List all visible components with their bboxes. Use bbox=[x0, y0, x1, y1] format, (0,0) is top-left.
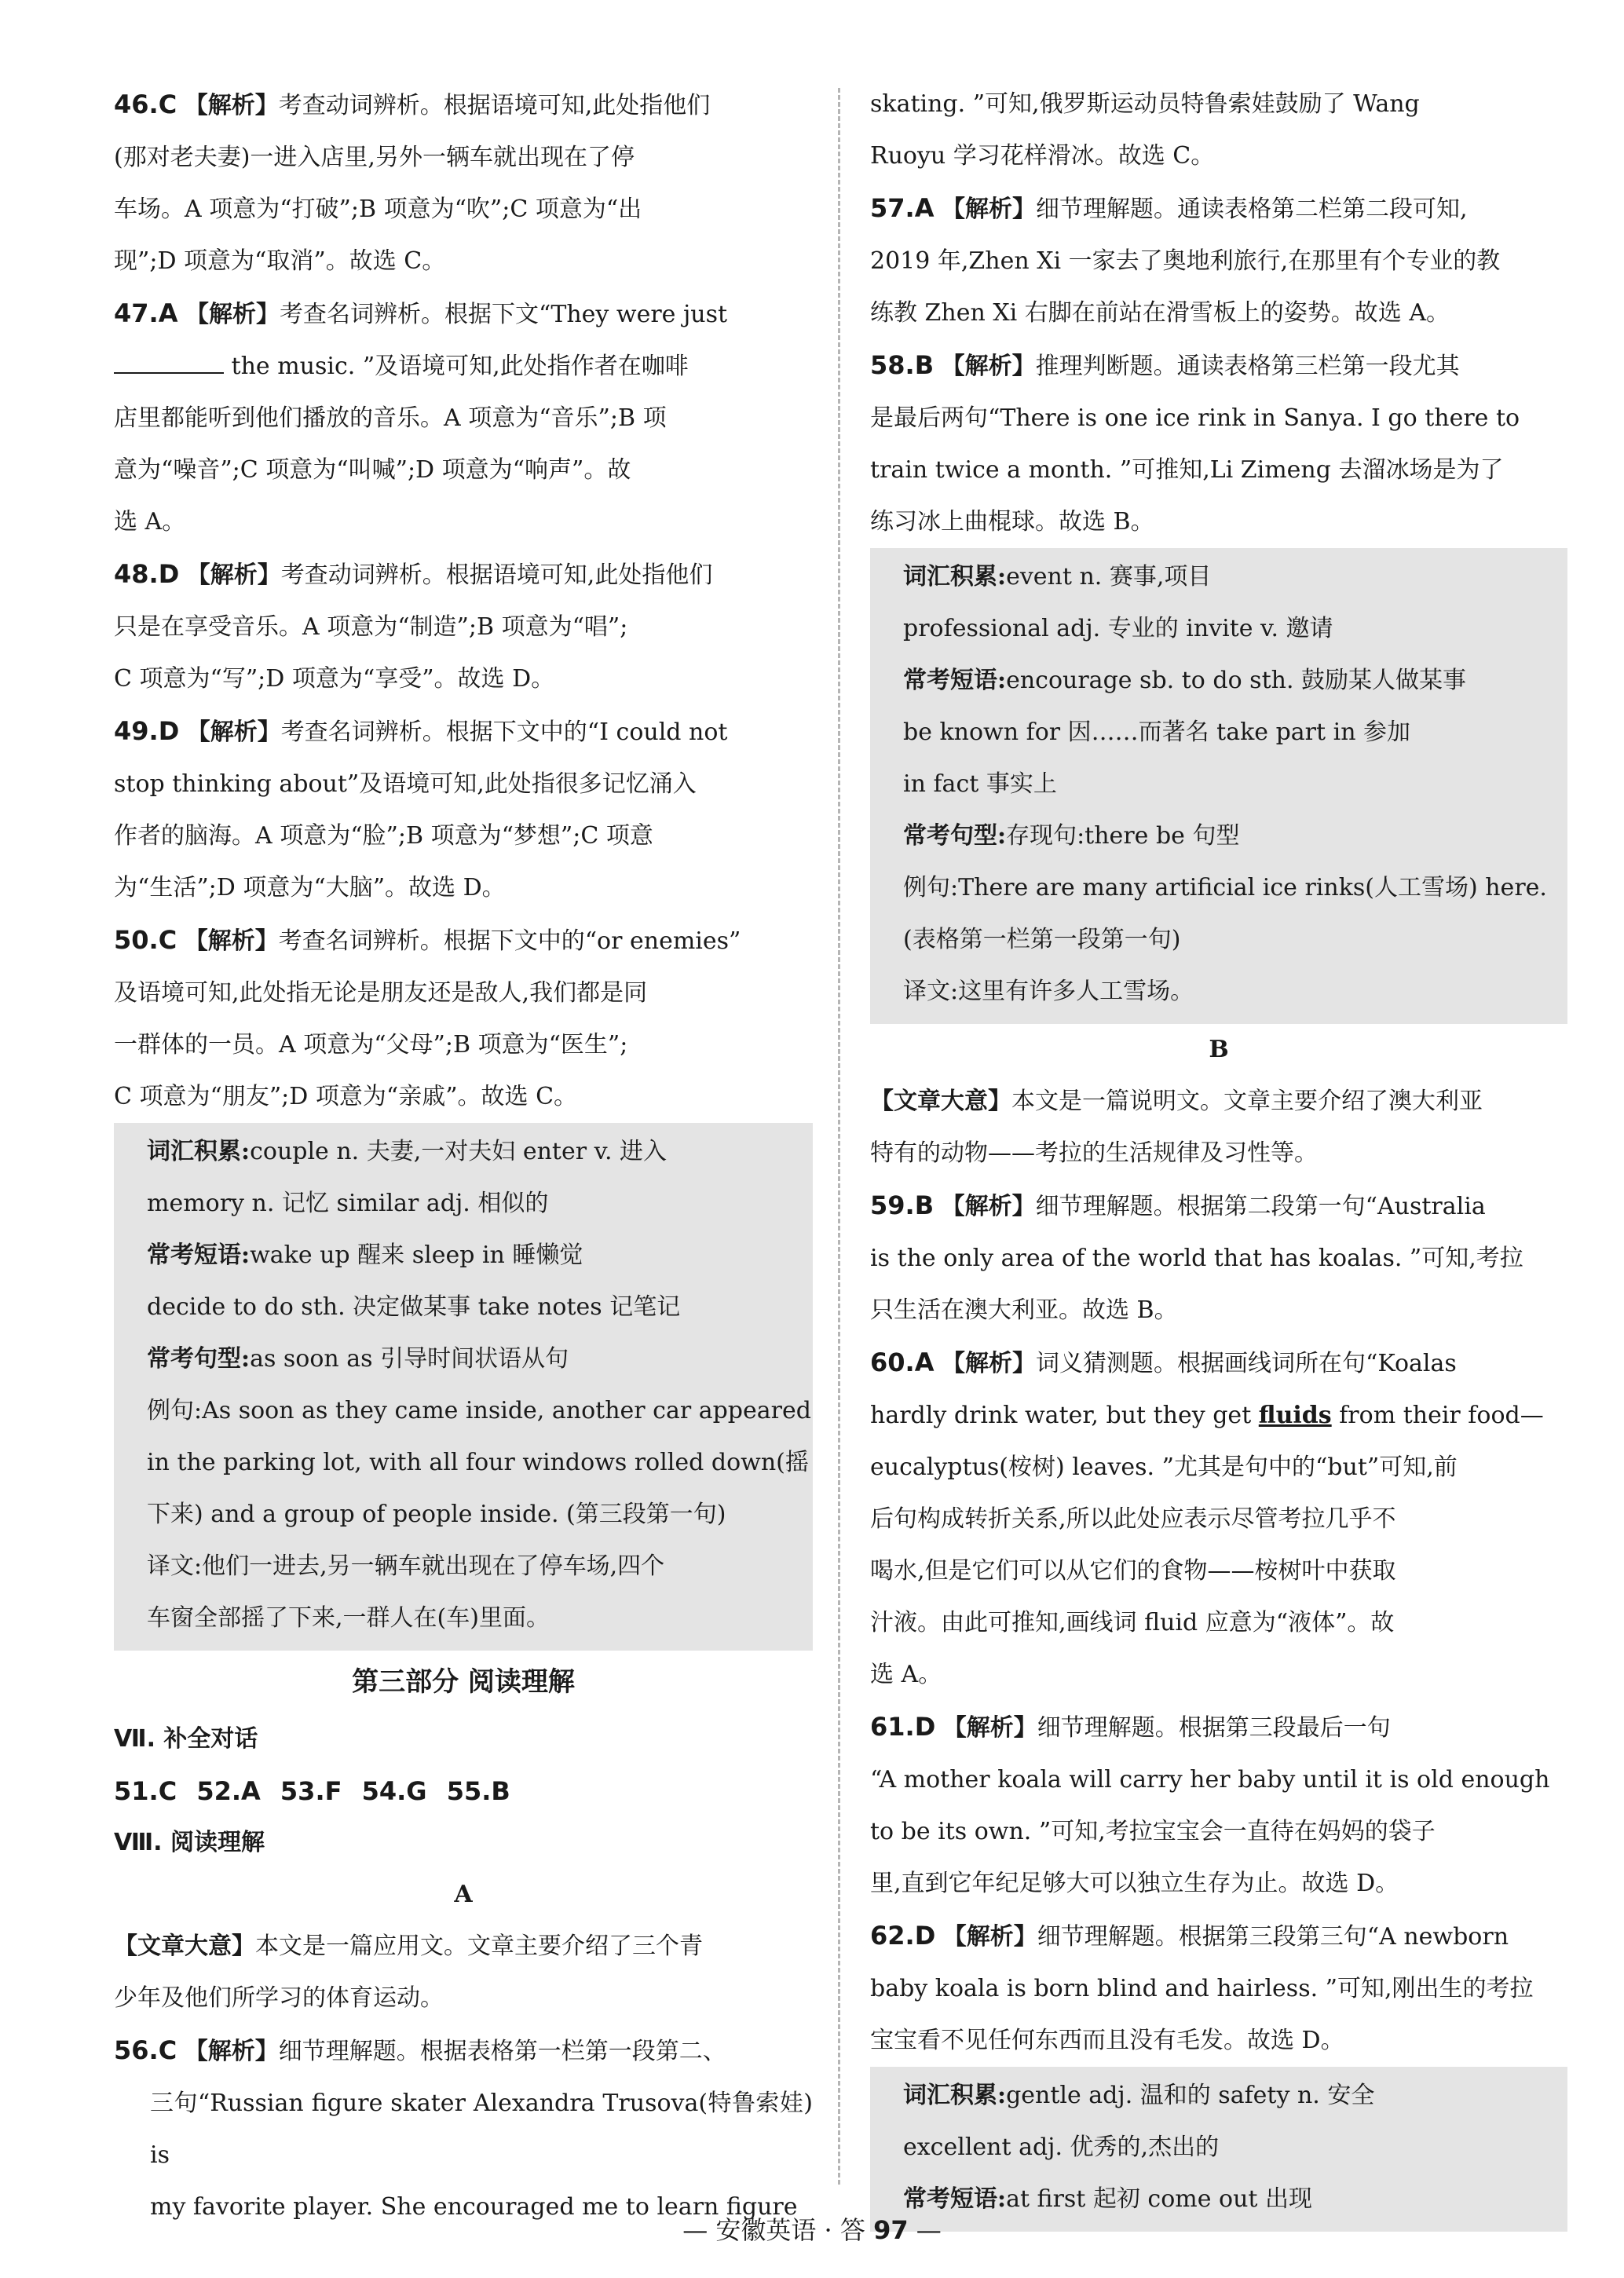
part3-title: 第三部分 阅读理解 bbox=[352, 1666, 575, 1698]
page-footer: — 安徽英语 · 答 97 — bbox=[682, 2215, 942, 2245]
q56-block: 56.C 【解析】细节理解题。根据表格第一栏第一段第二、 三句“Russian figure skater Alexandra Trusova(特鲁索娃) is my favorite player. She encouraged me to learn figure bbox=[114, 2035, 813, 2221]
analysis-tag: 【解析】 bbox=[184, 92, 279, 119]
summary-b: 【文章大意】本文是一篇说明文。文章主要介绍了澳大利亚 特有的动物——考拉的生活规律及习性等。 bbox=[870, 1088, 1483, 1167]
q59-block: 59.B 【解析】细节理解题。根据第二段第一句“Australia is the only area of the world that has koalas. ”可知,考拉 只生活在澳大利亚。故选 B。 bbox=[870, 1190, 1523, 1324]
vocab-box-1: 词汇积累:couple n. 夫妻,一对夫妇 enter v. 进入 memory n. 记忆 similar adj. 相似的 常考短语:wake up 醒来 sleep in 睡懒觉 decide to do sth. 决定做某事 take notes 记笔记 常考句型:as soon as 引导时间状语从句 例句:As soon as they came inside, another car appeared in the parking lot, with all four windows rolled down(摇 下来) and a group of people inside. (第三段第一句) 译文:他们一进去,另一辆车就出现在了停车场,四个 车窗全部摇了下来,一群人在(车)里面。 bbox=[114, 1123, 813, 1651]
section-7-heading: Ⅶ. 补全对话 bbox=[114, 1725, 258, 1753]
summary-a: 【文章大意】本文是一篇应用文。文章主要介绍了三个青 少年及他们所学习的体育运动。 bbox=[114, 1932, 703, 2012]
q61-block: 61.D 【解析】细节理解题。根据第三段最后一句 “A mother koala will carry her baby until it is old enough to be its own. ”可知,考拉宝宝会一直待在妈妈的袋子 里,直到它年纪足够大可以独立生存为止。故选 D。 bbox=[870, 1712, 1550, 1897]
q58-block: 58.B 【解析】推理判断题。通读表格第三栏第一段尤其 是最后两句“There is one ice rink in Sanya. I go there to train twice a month. ”可推知,Li Zimeng 去溜冰场是为了 练习冰上曲棍球。故选 B。 bbox=[870, 350, 1520, 536]
right-column bbox=[870, 79, 1567, 2232]
vocab-box-2: 词汇积累:event n. 赛事,项目 professional adj. 专业的 invite v. 邀请 常考短语:encourage sb. to do sth. 鼓励某人做某事 be known for 因……而著名 take part in 参加 in fact 事实上 常考句型:存现句:there be 句型 例句:There are many artificial ice rinks(人工雪场) here. (表格第一栏第一段第一句) 译文:这里有许多人工雪场。 bbox=[870, 548, 1567, 1024]
q49-block: 49.D 【解析】考查名词辨析。根据下文中的“I could not stop thinking about”及语境可知,此处指很多记忆涌入 作者的脑海。A 项意为“脸”;B 项意为“梦想”;C 项意 为“生活”;D 项意为“大脑”。故选 D。 bbox=[114, 716, 728, 901]
underlined-word: fluids bbox=[1258, 1402, 1332, 1429]
q46-block: 46.C 【解析】考查动词辨析。根据语境可知,此处指他们 (那对老夫妻)一进入店里,另外一辆车就出现在了停 车场。A 项意为“打破”;B 项意为“吹”;C 项意为“出 现”;D 项意为“取消”。故选 C。 bbox=[114, 90, 711, 275]
question-number: 47.A bbox=[114, 298, 178, 328]
section-8-heading: Ⅷ. 阅读理解 bbox=[114, 1829, 265, 1856]
q48-block: 48.D 【解析】考查动词辨析。根据语境可知,此处指他们 只是在享受音乐。A 项意为“制造”;B 项意为“唱”; C 项意为“写”;D 项意为“享受”。故选 D。 bbox=[114, 559, 713, 693]
q50-block: 50.C 【解析】考查名词辨析。根据下文中的“or enemies” 及语境可知,此处指无论是朋友还是敌人,我们都是同 一群体的一员。A 项意为“父母”;B 项意为“医生”; C 项意为“朋友”;D 项意为“亲戚”。故选 C。 bbox=[114, 925, 741, 1110]
column-divider bbox=[838, 88, 840, 2185]
passage-a-label: A bbox=[454, 1881, 473, 1908]
left-column bbox=[114, 79, 813, 2233]
question-number: 46.C bbox=[114, 90, 177, 119]
q60-block: 60.A 【解析】词义猜测题。根据画线词所在句“Koalas hardly drink water, but they get fluids from their food— eucalyptus(桉树) leaves. ”尤其是句中的“but”可知,前 后句构成转折关系,所以此处应表示尽管考拉几乎不 喝水,但是它们可以从它们的食物——桉树叶中获取 汁液。由此可推知,画线词 fluid 应意为“液体”。故 选 A。 bbox=[870, 1347, 1544, 1688]
fill-blank bbox=[114, 353, 224, 374]
vocab-box-3: 词汇积累:gentle adj. 温和的 safety n. 安全 excellent adj. 优秀的,杰出的 常考短语:at first 起初 come out 出现 bbox=[870, 2067, 1567, 2232]
q56-continued: skating. ”可知,俄罗斯运动员特鲁索娃鼓励了 Wang Ruoyu 学习花样滑冰。故选 C。 bbox=[870, 90, 1420, 170]
q47-block: 47.A 【解析】考查名词辨析。根据下文“They were just the music. ”及语境可知,此处指作者在咖啡 店里都能听到他们播放的音乐。A 项意为“音乐”;B 项 意为“噪音”;C 项意为“叫喊”;D 项意为“响声”。故 选 A。 bbox=[114, 298, 728, 536]
q62-block: 62.D 【解析】细节理解题。根据第三段第三句“A newborn baby koala is born blind and hairless. ”可知,刚出生的考拉 宝宝看不见任何东西而且没有毛发。故选 D。 bbox=[870, 1921, 1534, 2054]
page-number: 97 bbox=[873, 2215, 909, 2245]
q57-block: 57.A 【解析】细节理解题。通读表格第二栏第二段可知, 2019 年,Zhen Xi 一家去了奥地利旅行,在那里有个专业的教 练教 Zhen Xi 右脚在前站在滑雪板上的姿势。故选 A。 bbox=[870, 193, 1501, 327]
passage-b-label: B bbox=[1209, 1036, 1229, 1063]
answers-51-55: 51.C 52.A 53.F 54.G 55.B bbox=[114, 1776, 510, 1806]
